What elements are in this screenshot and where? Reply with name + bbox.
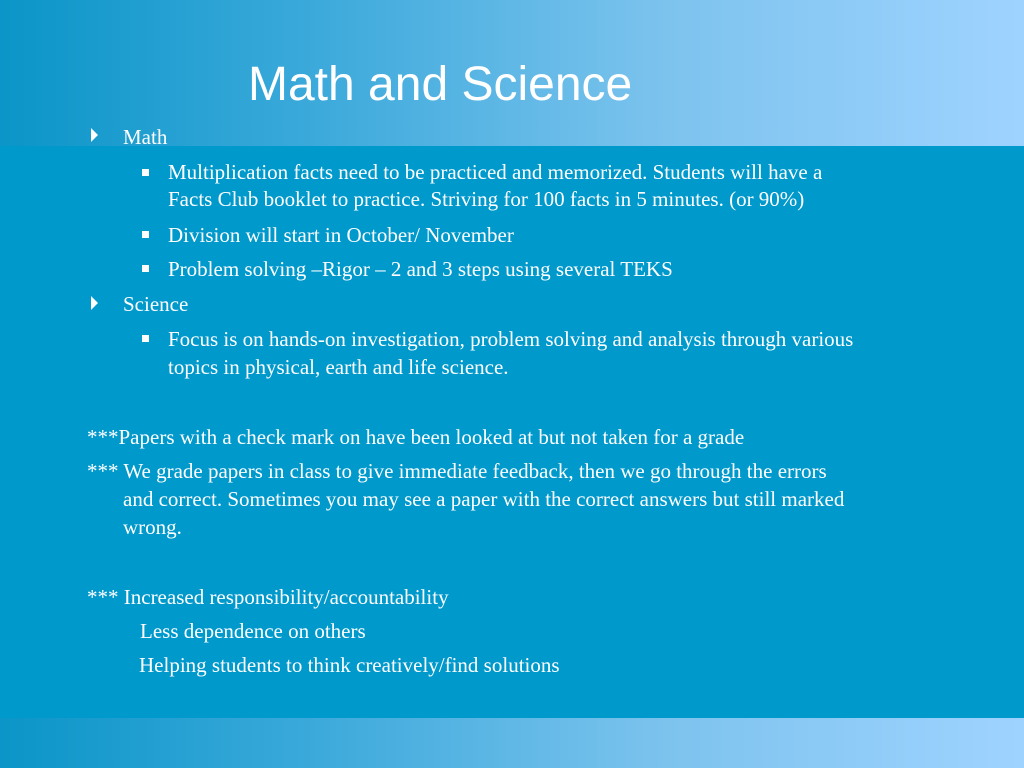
arrow-bullet-icon	[91, 296, 98, 310]
closing-line: Less dependence on others	[140, 619, 366, 643]
note-line: wrong.	[123, 515, 182, 539]
arrow-bullet-icon	[91, 128, 98, 142]
math-item-line: Facts Club booklet to practice. Striving for 100 facts in 5 minutes. (or 90%)	[168, 187, 805, 211]
section-heading-math: Math	[123, 125, 168, 149]
square-bullet-icon	[142, 335, 149, 342]
square-bullet-icon	[142, 231, 149, 238]
closing-lead: *** Increased responsibility/accountability	[87, 585, 449, 609]
note-line: and correct. Sometimes you may see a paper with the correct answers but still marked	[123, 487, 845, 511]
square-bullet-icon	[142, 169, 149, 176]
science-item-line: Focus is on hands-on investigation, problem solving and analysis through various	[168, 327, 854, 351]
note-line: *** We grade papers in class to give immediate feedback, then we go through the errors	[87, 459, 827, 483]
science-item-line: topics in physical, earth and life science.	[168, 355, 509, 379]
slide-title: Math and Science	[248, 58, 633, 111]
math-item-line: Problem solving –Rigor – 2 and 3 steps using several TEKS	[168, 257, 673, 281]
math-item-line: Multiplication facts need to be practiced and memorized. Students will have a	[168, 160, 823, 184]
closing-line: Helping students to think creatively/find solutions	[139, 653, 560, 677]
note-line: ***Papers with a check mark on have been looked at but not taken for a grade	[87, 425, 745, 449]
section-heading-science: Science	[123, 292, 189, 316]
math-item-line: Division will start in October/ November	[168, 223, 514, 247]
square-bullet-icon	[142, 265, 149, 272]
